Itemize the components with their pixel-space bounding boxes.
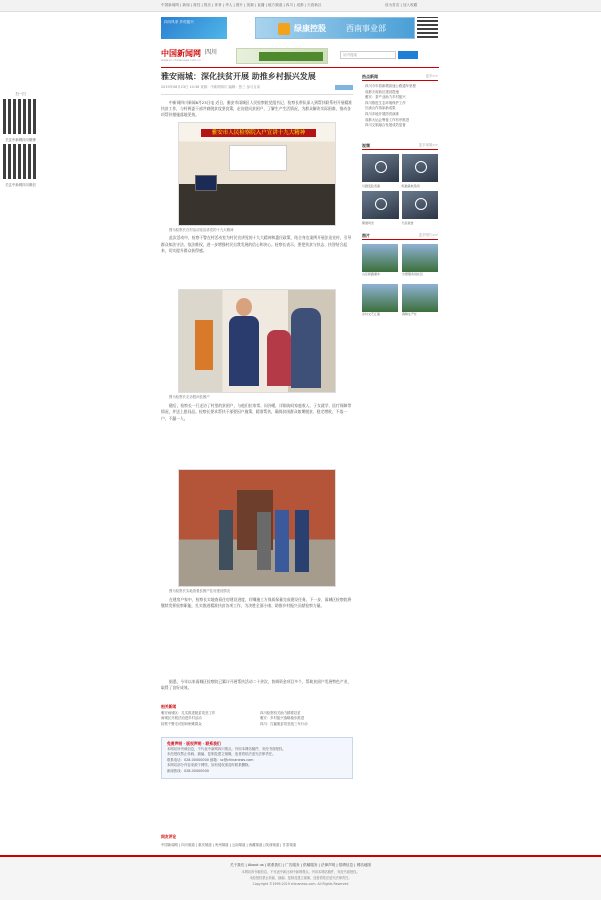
video-header	[362, 143, 438, 150]
video-caption: 熊猫基地见闻	[401, 183, 420, 188]
paragraph: 中新网四川新闻8月23日电 近日，雅安市雨城区人民检察院党组书记、检察长带队深入到帮扶联系村开展精准扶贫工作，与村两委干部共商脱贫攻坚良策，走访慰问贫困户，了解生产生活情况，为群众解决实际困难，推动各项帮扶措施落地见效。	[161, 99, 353, 118]
comments-heading: 网友评论	[161, 834, 177, 839]
hot-news-item[interactable]: 川渝合作再添新成果	[365, 106, 396, 111]
hot-news-list	[362, 84, 438, 129]
notice-board	[229, 145, 287, 171]
person-figure	[295, 510, 309, 572]
video-thumbnail[interactable]	[362, 154, 399, 188]
right-sidebar	[362, 74, 438, 331]
hot-news-item[interactable]: 雅安：茶产业助力乡村振兴	[365, 95, 406, 100]
related-news-item[interactable]: 四川检察机关助力精准扶贫	[260, 710, 301, 715]
disclaimer-line: 未经授权禁止转载、摘编、复制及建立镜像，违者将依法追究法律责任。	[167, 752, 276, 757]
photo-card-caption: 山区新路通车	[362, 271, 381, 276]
page-footer	[0, 855, 601, 900]
footer-notice: 未经授权禁止转载、摘编、复制及建立镜像，违者将依法追究法律责任。	[249, 876, 352, 881]
left-ad-text: 四川风采 乡村振兴	[164, 20, 194, 24]
hot-news-item[interactable]: 成都大运会筹备工作有序推进	[365, 117, 410, 122]
photo-thumbnail	[362, 284, 398, 312]
video-thumbnail[interactable]	[362, 191, 399, 225]
play-icon	[375, 198, 387, 210]
regional-links[interactable]: 中国新闻网 | 四川频道 | 重庆频道 | 贵州频道 | 云南频道 | 西藏频道 | 陕西频道 | 甘肃频道	[161, 843, 296, 847]
weibo-qr-label: 关注中新网四川微博	[5, 137, 36, 142]
hot-news-more-link[interactable]: 更多>>	[425, 74, 438, 78]
video-thumbnail[interactable]	[401, 191, 439, 225]
article	[161, 72, 353, 779]
photo-title: 图片	[362, 232, 370, 238]
article-photo-3	[178, 469, 336, 587]
left-ad-banner[interactable]	[161, 17, 227, 39]
copyright: Copyright ©1999-2019 chinanews.com. All Rights Reserved	[252, 882, 349, 887]
wechat-qr-icon	[3, 144, 38, 179]
photo-card[interactable]	[402, 244, 438, 281]
paragraph: 此次活动中，检察干警在村活动室为村民宣讲党的十九大精神和惠民政策，结合身边案例开展法治宣传，引导群众知法守法、依法维权，进一步增强村民自我发展的信心和决心。检察长表示，要把扶贫与扶志、扶智结合起来，切实提升群众获得感。	[161, 235, 352, 253]
article-meta	[161, 85, 353, 91]
wechat-qr-label: 关注中新网四川微信	[5, 183, 36, 188]
hot-news-header	[362, 74, 438, 81]
photo-thumbnail	[362, 244, 398, 272]
paragraph: 在建房户家中，检察长实地查看住房建设进度，叮嘱施工方保质保量完成建设任务。下一步，雨城区检察院将继续发挥检察职能，扎实推进精准扶贫各项工作，为决胜全面小康、助推乡村振兴贡献检察力量。	[161, 596, 352, 608]
ad-bar	[259, 52, 323, 61]
video-thumbnail[interactable]	[401, 154, 439, 188]
photo-card-caption: 乡村文艺汇演	[362, 311, 381, 316]
person-figure	[275, 510, 289, 572]
person-figure	[229, 316, 259, 386]
related-news-item[interactable]: 雅安：乡村振兴战略稳步推进	[260, 716, 305, 721]
article-photo-1	[178, 122, 336, 226]
hot-news-item[interactable]: 成都天府新区建设提速	[365, 89, 399, 94]
paragraph: 随后，检察长一行走访了村里的贫困户，与他们拉家常、问冷暖，详细询问家庭收入、子女就学、医疗保障等情况，并送上慰问品。检察长要求帮扶干部要因户施策、精准帮扶，确保贫困群众如期脱贫、稳定增收，不落一户、不漏一人。	[161, 402, 352, 421]
tv-screen	[195, 175, 217, 191]
site-logo[interactable]: 中国新闻网	[161, 48, 201, 58]
person-figure	[236, 298, 252, 316]
play-icon	[375, 161, 387, 173]
footer-notice: 本网站所刊载信息，不代表中新社和中新网观点。刊用本网站稿件，务经书面授权。	[241, 869, 360, 874]
disclaimer-line: 新闻热线：028-00000000	[167, 768, 209, 773]
video-caption: 川剧变脸表演	[362, 183, 381, 188]
photo-card[interactable]	[402, 284, 438, 321]
hot-news-item[interactable]: 四川文旅融合发展成效显著	[365, 123, 406, 128]
brand-slogan: 西南事业部	[346, 24, 386, 33]
brand-name: 绿康控股	[294, 24, 326, 33]
related-news-list	[161, 711, 353, 728]
top-right-links[interactable]: 设为首页 | 加入收藏	[385, 3, 418, 7]
play-icon	[415, 161, 427, 173]
photo-caption: 图为检察长实地查看贫困户住房建设情况	[169, 588, 231, 593]
hot-news-item[interactable]: 四川多地开展防汛演练	[365, 111, 399, 116]
video-more-link[interactable]: 更多视频>>	[418, 142, 438, 147]
video-grid	[362, 154, 438, 225]
qr-code-icon	[417, 17, 438, 38]
photo-caption: 图为检察长走访慰问贫困户	[169, 395, 210, 400]
disclaimer-box	[161, 737, 353, 778]
photo-more-link[interactable]: 更多图片>>	[418, 232, 438, 237]
photo-grid	[362, 244, 438, 321]
title-divider	[161, 94, 353, 95]
photo-thumbnail	[402, 244, 438, 272]
top-navigation-bar	[0, 0, 601, 12]
article-meta-text: 2019年08月23日 10:36 来源：中新网四川 编辑：张三 参与互动	[161, 84, 261, 89]
person-figure	[195, 320, 213, 370]
middle-ad-banner[interactable]	[236, 48, 328, 64]
photo-banner-text: 雅安市人民检察院入户宣讲十九大精神	[201, 129, 316, 137]
play-icon	[415, 198, 427, 210]
video-title: 视频	[362, 142, 370, 148]
disclaimer-line: 联系电话：028-00000000 邮箱：sc@chinanews.com	[167, 757, 254, 762]
related-news-item[interactable]: 雅安雨城区：扎实推进脱贫攻坚工作	[161, 710, 216, 715]
disclaimer-line: 本网站所刊载信息，不代表中新网四川观点。刊用本网站稿件，务经书面授权。	[167, 746, 286, 751]
person-figure	[291, 308, 321, 388]
related-news-heading: 相关新闻	[161, 703, 177, 709]
person-figure	[219, 510, 233, 570]
article-title: 雅安雨城：深化扶贫开展 助推乡村振兴发展	[161, 72, 316, 81]
header-divider	[161, 67, 439, 68]
video-caption: 蜀道风光	[362, 220, 375, 225]
photo-card-caption: 志愿服务进社区	[402, 271, 424, 276]
photo-thumbnail	[402, 284, 438, 312]
article-photo-2	[178, 289, 336, 393]
brand-ad-banner[interactable]	[255, 17, 415, 39]
footer-links[interactable]: 关于我们 | About us | 联系我们 | 广告服务 | 供稿服务 | 法律声明 | 招聘信息 | 网站地图	[229, 863, 371, 867]
disclaimer-line: 本网站部分内容来源于网络，如有侵权请及时联系删除。	[167, 763, 252, 768]
search-input[interactable]: 站内搜索	[340, 51, 396, 59]
video-caption: 天府美食	[401, 220, 414, 225]
photo-card[interactable]	[362, 284, 398, 321]
related-news-item[interactable]: 四川：打赢脱贫攻坚战三年行动	[260, 721, 308, 726]
disclaimer-heading: 免责声明 · 版权声明 · 联系我们	[167, 741, 221, 747]
share-icon[interactable]	[335, 85, 353, 90]
related-news-item[interactable]: 雨城区开展法治进乡村活动	[161, 716, 202, 721]
search-button[interactable]	[398, 51, 418, 59]
scan-label: 扫一扫	[15, 92, 26, 96]
side-qr-panel	[3, 92, 38, 190]
photo-caption: 图为检察长在村活动室宣讲党的十九大精神	[169, 227, 234, 232]
person-figure	[257, 512, 271, 570]
weibo-qr-icon	[3, 99, 38, 134]
site-url: www.sc.chinanews.com.cn	[161, 58, 201, 62]
photo-card-caption: 春耕生产忙	[402, 311, 418, 316]
region-label: 四川	[205, 49, 218, 56]
hot-news-title: 热点新闻	[362, 74, 378, 79]
brand-logo-icon	[278, 23, 290, 35]
hot-news-item[interactable]: 四川今年将新增高速公路通车里程	[365, 84, 416, 88]
top-nav-links[interactable]: 中国新闻网 | 新闻 | 财经 | 娱乐 | 体育 | 华人 | 图片 | 视频 | 直播 | 地方频道 | 四川 | 成都 | 天府新区	[161, 3, 322, 7]
person-figure	[267, 330, 291, 386]
related-news-item[interactable]: 检察干警走访慰问困难群众	[161, 721, 202, 726]
photo-card[interactable]	[362, 244, 398, 281]
photo-header	[362, 233, 438, 240]
paragraph: 据悉，今年以来雨城区检察院已累计开展帮扶活动二十余次，协调资金项目多个，帮助贫困户发展特色产业，取得了良好成效。	[161, 678, 352, 690]
hot-news-item[interactable]: 四川推进生态环境保护工作	[365, 100, 406, 105]
